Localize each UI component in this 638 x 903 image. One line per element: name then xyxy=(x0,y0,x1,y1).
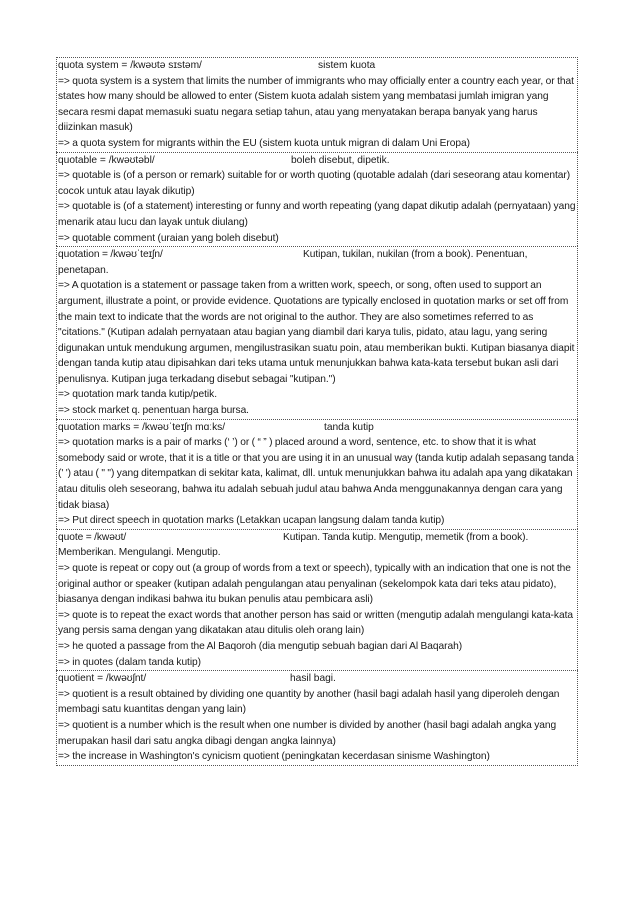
entry-line: => a quota system for migrants within the EU (sistem kuota untuk migran di dalam Uni Eropa) xyxy=(58,137,470,149)
entry-meaning: boleh disebut, dipetik. xyxy=(291,154,390,166)
entry-line: => quotation marks is a pair of marks (‘ ’) or ( “ ” ) placed around a word, sentence, etc. to show that it is what somebody said or wrote, that it is a title or that you are using it in an unusual way (tanda kutip adalah sepasang tanda (' ') atau ( " ") yang ditempatkan di sekitar kata, kalimat, dll. untuk menunjukkan bahwa itu adalah apa yang dikatakan atau ditulis oleh seseorang, bahwa itu adalah sebuah judul atau bahwa Anda menggunakannya dengan cara yang tidak biasa) xyxy=(58,437,575,511)
entry-line: => quotation mark tanda kutip/petik. xyxy=(58,389,217,401)
entry-line: => quote is repeat or copy out (a group of words from a text or speech), typically with an indication that one is not the original author or speaker (kutipan adalah pengulangan atau penyalinan (sekelompok kata dari teks atau pidato), biasanya dengan indikasi bahwa itu bukan penulis atau pembicara asli) xyxy=(58,563,571,606)
entry-line: => the increase in Washington's cynicism quotient (peningkatan kecerdasan sinisme Washington) xyxy=(58,751,490,763)
entry-term: quote = /kwəʊt/ xyxy=(58,531,127,543)
entry-quotation xyxy=(56,246,578,419)
entry-quotation-marks xyxy=(56,419,578,529)
entry-line: => quotable comment (uraian yang boleh disebut) xyxy=(58,232,279,244)
entry-quotient xyxy=(56,670,578,766)
entry-meaning: hasil bagi. xyxy=(290,673,336,685)
entry-line: => quota system is a system that limits the number of immigrants who may officially enter a country each year, or that states how many should be allowed to enter (Sistem kuota adalah sistem yang membatasi jumlah imigran yang secara resmi dapat memasuki suatu negara setiap tahun, atau yang menyatakan berapa banyak yang harus diizinkan masuk) xyxy=(58,75,574,134)
entry-quote xyxy=(56,529,578,670)
entry-line: => stock market q. penentuan harga bursa. xyxy=(58,405,249,417)
entry-line: => A quotation is a statement or passage taken from a written work, speech, or song, often used to support an argument, illustrate a point, or provide evidence. Quotations are typically enclosed in quotation marks or set off from the main text to indicate that the words are not original to the author. They are also sometimes referred to as "citations." (Kutipan adalah pernyataan atau bagian yang diambil dari karya tulis, pidato, atau lagu, yang sering digunakan untuk mendukung argumen, mengilustrasikan suatu poin, atau memberikan bukti. Kutipan biasanya diapit dengan tanda kutip atau dipisahkan dari teks utama untuk menunjukkan bahwa kata-kata tersebut bukan asli dari penulisnya. Kutipan juga terkadang disebut sebagai "kutipan.") xyxy=(58,280,575,385)
entry-line: => quote is to repeat the exact words that another person has said or written (mengutip adalah mengulangi kata-kata yang persis sama dengan yang dikatakan atau ditulis oleh orang lain) xyxy=(58,609,573,637)
entry-line: => quotient is a result obtained by dividing one quantity by another (hasil bagi adalah hasil yang diperoleh dengan membagi satu kuantitas dengan yang lain) xyxy=(58,688,560,716)
entry-heading xyxy=(58,153,576,169)
entry-quotable xyxy=(56,152,578,247)
entry-meaning: Kutipan, tukilan, nukilan (from a book). Penentuan, penetapan. xyxy=(58,249,528,276)
entry-term: quota system = /kwəʊtə sɪstəm/ xyxy=(58,60,202,71)
entry-meaning: Kutipan. Tanda kutip. Mengutip, memetik (from a book). Memberikan. Mengulangi. Mengutip. xyxy=(58,531,529,559)
entry-heading xyxy=(58,671,576,687)
entry-quota-system xyxy=(56,57,578,152)
entry-heading xyxy=(58,58,576,74)
entry-term: quotation = /kwəʊˈteɪʃn/ xyxy=(58,249,163,261)
entry-line: => in quotes (dalam tanda kutip) xyxy=(58,656,202,668)
entry-line: => quotable is (of a person or remark) suitable for or worth quoting (quotable adalah (dari seseorang atau komentar) cocok untuk atau layak dikutip) xyxy=(58,170,571,197)
entry-heading xyxy=(58,247,576,278)
entry-heading xyxy=(58,420,576,436)
entry-line: => quotient is a number which is the result when one number is divided by another (hasil bagi adalah angka yang merupakan hasil dari satu angka dibagi dengan angka lainnya) xyxy=(58,719,557,747)
entry-term: quotable = /kwəʊtəbl/ xyxy=(58,154,155,166)
entry-term: quotient = /kwəʊʃnt/ xyxy=(58,673,147,685)
entry-line: => quotable is (of a statement) interesting or funny and worth repeating (yang dapat dikutip adalah (pernyataan) yang menarik atau lucu dan layak untuk diulang) xyxy=(58,201,576,228)
entry-line: => Put direct speech in quotation marks (Letakkan ucapan langsung dalam tanda kutip) xyxy=(58,515,445,527)
entry-term: quotation marks = /kwəʊˈteɪʃn mɑːks/ xyxy=(58,421,226,433)
entry-heading xyxy=(58,530,576,561)
dictionary-page xyxy=(56,57,578,766)
entry-meaning: tanda kutip xyxy=(324,421,374,433)
entry-line: => he quoted a passage from the Al Baqoroh (dia mengutip sebuah bagian dari Al Baqarah) xyxy=(58,640,463,652)
entry-meaning: sistem kuota xyxy=(318,60,376,71)
